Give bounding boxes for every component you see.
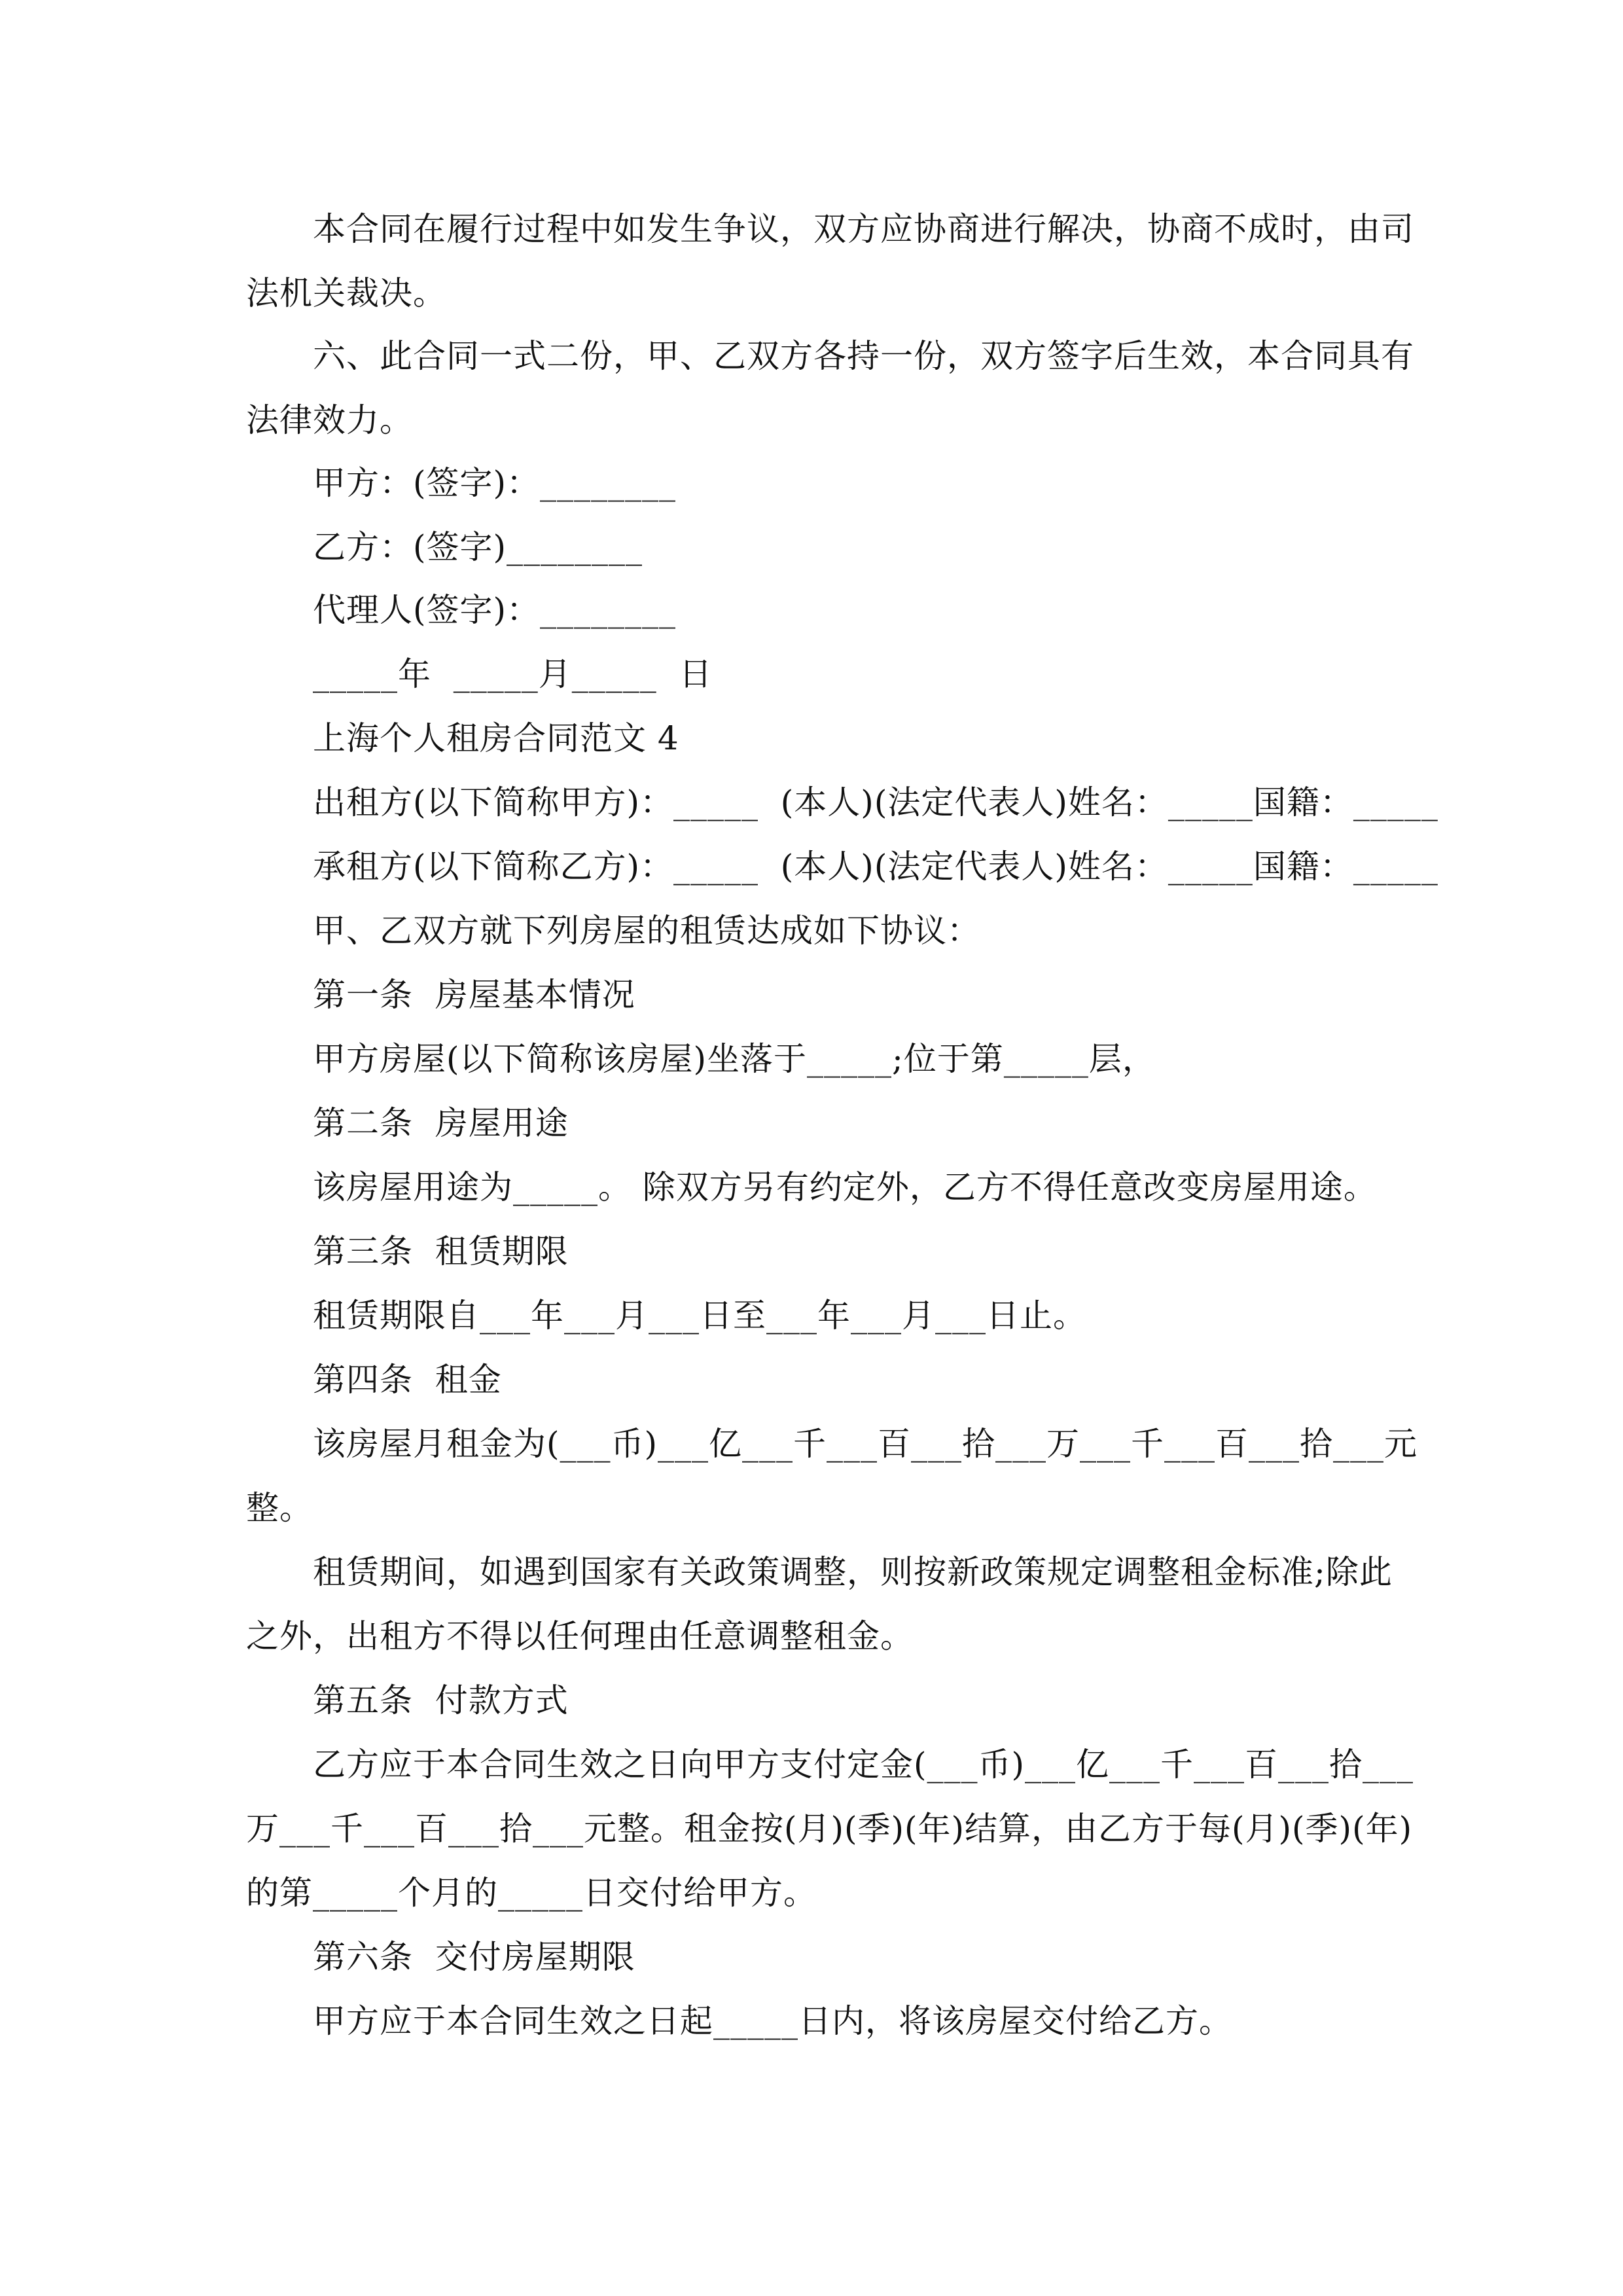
paragraph-dispute-line-2: 法机关裁决。	[246, 274, 446, 312]
article-1-heading: 第一条 房屋基本情况	[313, 976, 635, 1014]
section-title: 上海个人租房合同范文 4	[313, 719, 679, 757]
agreement-intro: 甲、乙双方就下列房屋的租赁达成如下协议：	[313, 912, 980, 950]
article-5-body-line-2: 万___千___百___拾___元整。租金按(月)(季)(年)结算，由乙方于每(月)(季)(年)	[246, 1810, 1413, 1848]
article-4-heading: 第四条 租金	[313, 1361, 502, 1399]
clause-six-line-1: 六、此合同一式二份，甲、乙双方各持一份，双方签字后生效，本合同具有	[313, 337, 1414, 375]
article-2-heading: 第二条 房屋用途	[313, 1104, 569, 1142]
article-6-body: 甲方应于本合同生效之日起_____日内，将该房屋交付给乙方。	[313, 2002, 1232, 2040]
signature-party-b: 乙方：(签字)________	[313, 528, 643, 566]
signature-agent: 代理人(签字)：________	[313, 591, 677, 629]
article-4-adjustment-line-1: 租赁期间，如遇到国家有关政策调整，则按新政策规定调整租金标准;除此	[313, 1553, 1393, 1591]
lessor-line: 出租方(以下简称甲方)：_____ (本人)(法定代表人)姓名：_____国籍：_____	[313, 783, 1438, 821]
signature-date: _____年 _____月_____ 日	[313, 655, 713, 693]
article-4-body-line-1: 该房屋月租金为(___币)___亿___千___百___拾___万___千___百___拾___元	[313, 1425, 1418, 1463]
article-1-body: 甲方房屋(以下简称该房屋)坐落于_____;位于第_____层，	[313, 1040, 1156, 1078]
article-6-heading: 第六条 交付房屋期限	[313, 1938, 635, 1976]
article-4-adjustment-line-2: 之外，出租方不得以任何理由任意调整租金。	[246, 1617, 914, 1655]
article-2-body: 该房屋用途为_____。 除双方另有约定外，乙方不得任意改变房屋用途。	[313, 1168, 1377, 1206]
lessee-line: 承租方(以下简称乙方)：_____ (本人)(法定代表人)姓名：_____国籍：_____	[313, 848, 1438, 886]
clause-six-line-2: 法律效力。	[246, 401, 413, 439]
article-3-body: 租赁期限自___年___月___日至___年___月___日止。	[313, 1297, 1086, 1335]
article-4-body-line-2: 整。	[246, 1489, 313, 1527]
article-5-body-line-3: 的第_____个月的_____日交付给甲方。	[246, 1874, 817, 1912]
article-5-heading: 第五条 付款方式	[313, 1681, 569, 1719]
article-3-heading: 第三条 租赁期限	[313, 1232, 569, 1270]
article-5-body-line-1: 乙方应于本合同生效之日向甲方支付定金(___币)___亿___千___百___拾___	[313, 1746, 1414, 1784]
signature-party-a: 甲方：(签字)：________	[313, 464, 677, 502]
paragraph-dispute-line-1: 本合同在履行过程中如发生争议，双方应协商进行解决，协商不成时，由司	[313, 210, 1414, 248]
